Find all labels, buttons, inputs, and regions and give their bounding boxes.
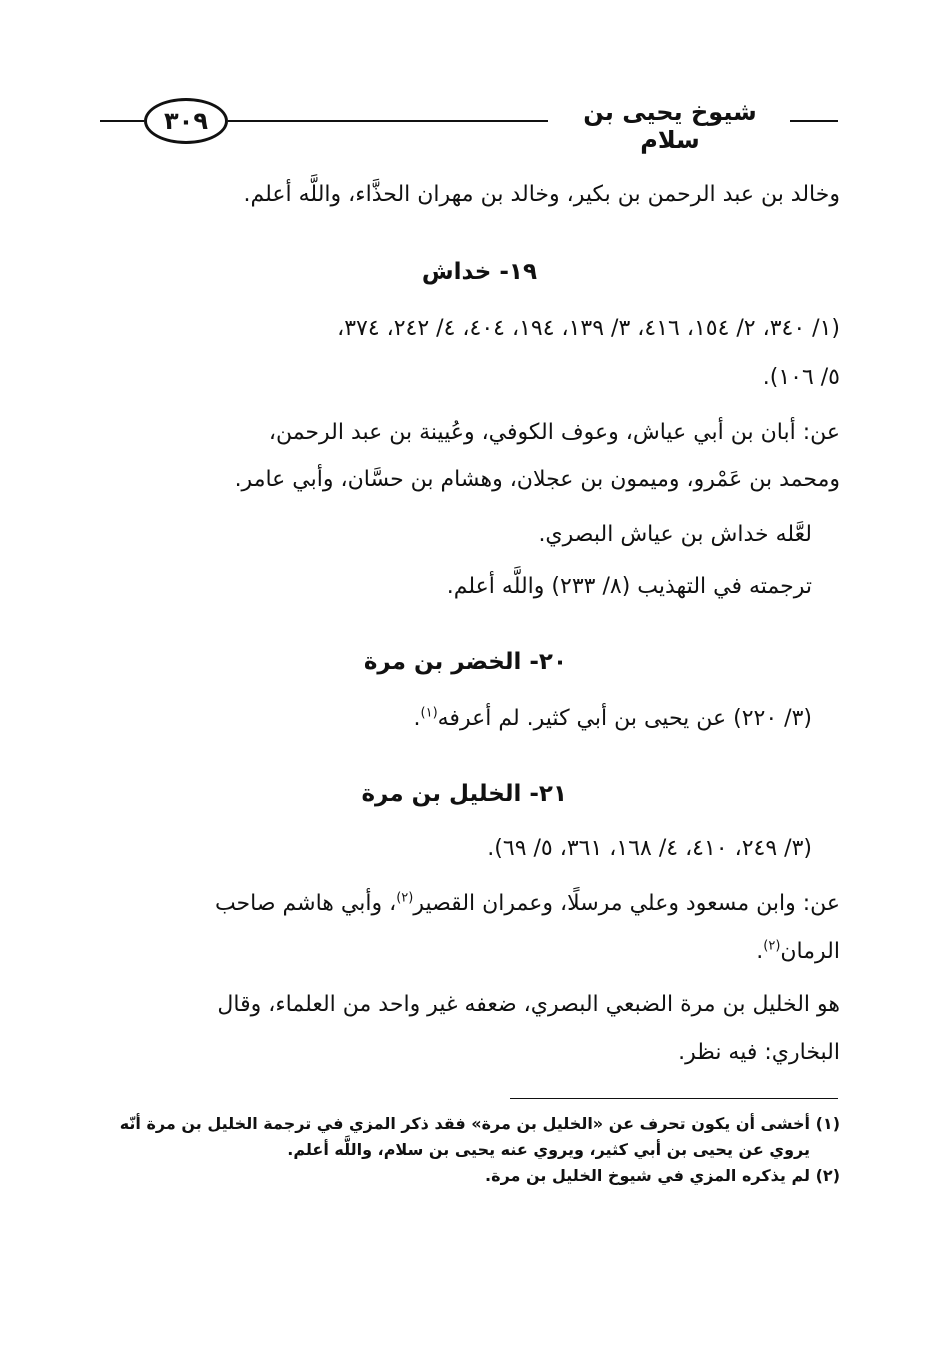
entry-21-teachers-line-1	[215, 889, 840, 919]
entry-21-teachers-d: .	[756, 939, 764, 964]
footnote-separator	[510, 1098, 838, 1099]
running-title: شيوخ يحيى بن سلام	[583, 98, 757, 154]
entry-21-heading: ٢١- الخليل بن مرة	[361, 781, 567, 807]
footnote-1-text-1: أخشى أن يكون تحرف عن «الخليل بن مرة» فقد ذكر المزي في ترجمة الخليل بن مرة أنّه	[119, 1114, 811, 1133]
entry-19-teachers-line-1: عن: أبان بن أبي عياش، وعوف الكوفي، وعُيينة بن عبد الرحمن،	[268, 420, 840, 445]
entry-21-teachers-c: الرمان	[780, 939, 840, 964]
entry-19-heading: ١٩- خداش	[421, 259, 537, 285]
entry-19-refs-line-2: ٥/ ١٠٦).	[762, 365, 840, 390]
intro-line: وخالد بن عبد الرحمن بن بكير، وخالد بن مهران الحذَّاء، واللَّه أعلم.	[243, 182, 840, 207]
page-number	[144, 98, 228, 144]
footnote-1-line-1	[120, 1112, 840, 1136]
footnote-ref-2b[interactable]: (٢)	[763, 938, 781, 954]
page-number-text: ٣٠٩	[164, 107, 208, 135]
entry-20-end: .	[413, 706, 421, 731]
footnote-ref-1[interactable]: (١)	[420, 705, 438, 721]
entry-20-line	[414, 704, 813, 734]
footnote-1-line-2: يروي عن يحيى بن أبي كثير، ويروي عنه يحيى بن سلام، واللَّه أعلم.	[287, 1140, 810, 1159]
entry-19-note-2: ترجمته في التهذيب (٨/ ٢٣٣) واللَّه أعلم.	[446, 574, 812, 599]
entry-21-bio-line-1: هو الخليل بن مرة الضبعي البصري، ضعفه غير واحد من العلماء، وقال	[217, 992, 840, 1017]
entry-19-teachers-line-2: ومحمد بن عَمْرو، وميمون بن عجلان، وهشام بن حسَّان، وأبي عامر.	[234, 467, 840, 492]
entry-20-text: (٣/ ٢٢٠) عن يحيى بن أبي كثير. لم أعرفه	[437, 706, 812, 731]
footnote-2-marker: (٢)	[815, 1166, 840, 1185]
header-rule-right	[790, 120, 838, 122]
footnote-1-marker: (١)	[815, 1114, 840, 1133]
header-rule-left	[100, 120, 144, 122]
entry-21-teachers-b: ، وأبي هاشم صاحب	[214, 891, 397, 916]
entry-21-refs: (٣/ ٢٤٩، ٤١٠، ٤/ ١٦٨، ٣٦١، ٥/ ٦٩).	[487, 836, 812, 861]
entry-21-teachers-a: عن: وابن مسعود وعلي مرسلًا، وعمران القصير	[413, 891, 840, 916]
footnote-2-text-1: لم يذكره المزي في شيوخ الخليل بن مرة.	[485, 1166, 811, 1185]
entry-19-refs-line-1: (١/ ٣٤٠، ٢/ ١٥٤، ٤١٦، ٣/ ١٣٩، ١٩٤، ٤٠٤، ٤/ ٢٤٢، ٣٧٤،	[337, 316, 840, 341]
entry-20-heading: ٢٠- الخضر بن مرة	[363, 649, 567, 675]
entry-21-teachers-line-2	[756, 937, 840, 967]
entry-21-bio-line-2: البخاري: فيه نظر.	[678, 1040, 840, 1065]
footnote-2-line-1	[485, 1164, 840, 1188]
header-rule-middle	[228, 120, 548, 122]
footnote-ref-2a[interactable]: (٢)	[396, 890, 414, 906]
entry-19-note-1: لعَّله خداش بن عياش البصري.	[538, 522, 812, 547]
